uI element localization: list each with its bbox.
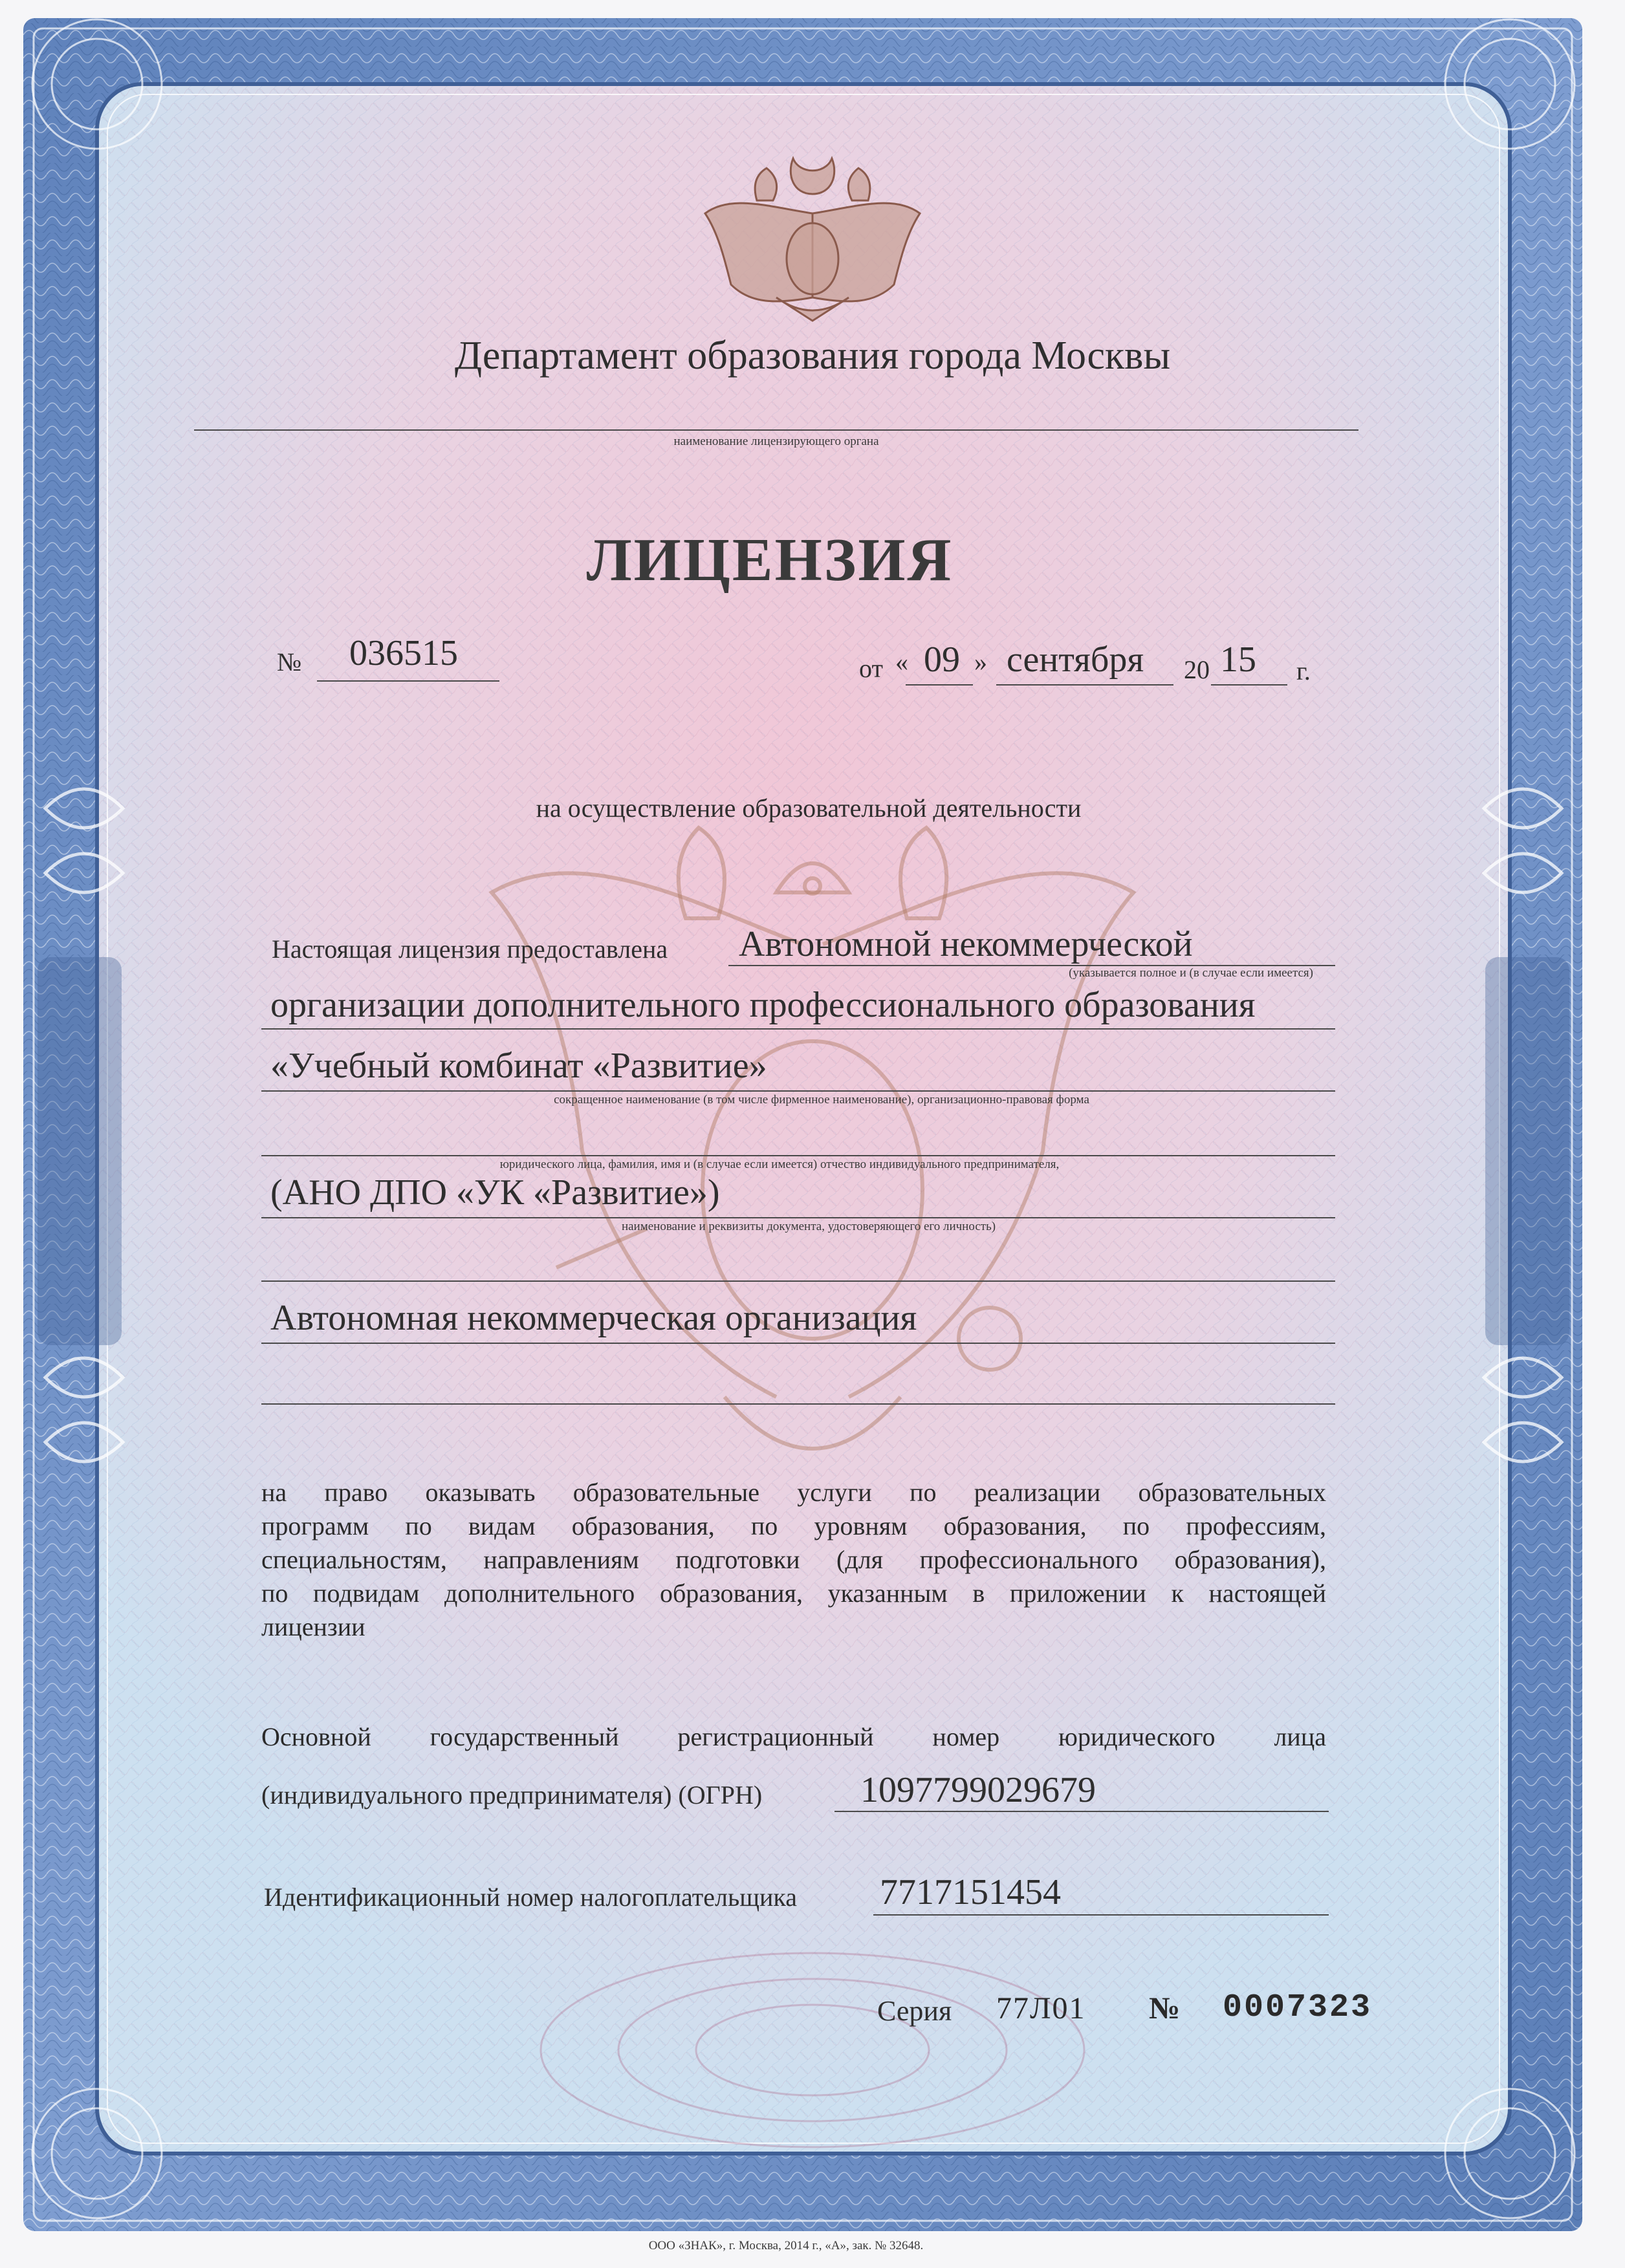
holder-line-5: Автономная некоммерческая организация bbox=[270, 1298, 917, 1338]
date-year-suffix: 15 bbox=[1220, 640, 1256, 680]
holder-caption-4: наименование и реквизиты документа, удостоверяющего его личность) bbox=[621, 1220, 996, 1233]
holder-caption-3: юридического лица, фамилия, имя и (в случае если имеется) отчество индивидуального предпринимателя, bbox=[499, 1158, 1060, 1171]
ogrn-line-1: Основной государственный регистрационный номер юридического лица bbox=[261, 1722, 1326, 1751]
date-year-abbr: г. bbox=[1296, 656, 1311, 686]
month-underline bbox=[996, 684, 1173, 686]
series-label: Серия bbox=[877, 1995, 952, 2027]
holder-underline-8 bbox=[261, 1403, 1335, 1405]
rights-line-1: на право оказывать образовательные услуги по реализации образовательных bbox=[261, 1478, 1326, 1507]
date-month: сентября bbox=[1007, 640, 1144, 680]
date-day: 09 bbox=[924, 640, 960, 680]
number-underline bbox=[317, 680, 499, 682]
holder-underline-2 bbox=[261, 1028, 1335, 1030]
authority-name: Департамент образования города Москвы bbox=[454, 334, 1171, 378]
holder-line-1: Автономной некоммерческой bbox=[739, 924, 1193, 964]
ogrn-value: 1097799029679 bbox=[860, 1770, 1096, 1810]
holder-underline-4 bbox=[261, 1155, 1335, 1156]
day-underline bbox=[906, 684, 973, 686]
holder-caption-1: (указывается полное и (в случае если имеется) bbox=[1069, 966, 1313, 980]
license-purpose: на осуществление образовательной деятельности bbox=[536, 794, 1082, 823]
date-from-label: от bbox=[859, 654, 883, 683]
holder-caption-2: сокращенное наименование (в том числе фирменное наименование), организационно-правовая форма bbox=[554, 1093, 1089, 1107]
holder-line-4: (АНО ДПО «УК «Развитие») bbox=[270, 1172, 720, 1213]
document-title: ЛИЦЕНЗИЯ bbox=[586, 526, 954, 594]
series-number-sign: № bbox=[1149, 1991, 1181, 2025]
rights-line-3: специальностям, направлениям подготовки (для профессионального образования), bbox=[261, 1545, 1326, 1574]
inn-label: Идентификационный номер налогоплательщика bbox=[264, 1883, 798, 1912]
date-quote-close: » bbox=[974, 647, 987, 676]
rights-line-4: по подвидам дополнительного образования, указанным в приложении к настоящей bbox=[261, 1579, 1326, 1608]
rights-paragraph bbox=[261, 1476, 1326, 1644]
holder-underline-5 bbox=[261, 1217, 1335, 1218]
license-number: 036515 bbox=[349, 633, 458, 673]
series-value: 77Л01 bbox=[996, 1991, 1086, 2025]
holder-intro: Настоящая лицензия предоставлена bbox=[272, 934, 668, 964]
date-year-prefix: 20 bbox=[1184, 655, 1210, 684]
ogrn-label: (индивидуального предпринимателя) (ОГРН) bbox=[261, 1780, 763, 1809]
inn-underline bbox=[873, 1914, 1329, 1916]
authority-caption: наименование лицензирующего органа bbox=[673, 435, 879, 448]
date-quote-open: « bbox=[895, 647, 908, 676]
number-sign: № bbox=[277, 647, 302, 676]
series-number: 0007323 bbox=[1223, 1989, 1373, 2026]
year-underline bbox=[1211, 684, 1287, 686]
holder-underline-3 bbox=[261, 1090, 1335, 1092]
rights-line-5: лицензии bbox=[261, 1612, 365, 1641]
holder-underline-7 bbox=[261, 1343, 1335, 1344]
rights-line-2: программ по видам образования, по уровням образования, по профессиям, bbox=[261, 1511, 1326, 1540]
printer-imprint: ООО «ЗНАК», г. Москва, 2014 г., «А», зак. № 32648. bbox=[648, 2239, 924, 2252]
inn-value: 7717151454 bbox=[880, 1872, 1061, 1912]
holder-line-2: организации дополнительного профессионального образования bbox=[270, 985, 1256, 1025]
holder-line-3: «Учебный комбинат «Развитие» bbox=[270, 1046, 767, 1086]
holder-underline-6 bbox=[261, 1280, 1335, 1282]
ogrn-underline bbox=[834, 1811, 1329, 1812]
authority-underline bbox=[194, 429, 1358, 431]
